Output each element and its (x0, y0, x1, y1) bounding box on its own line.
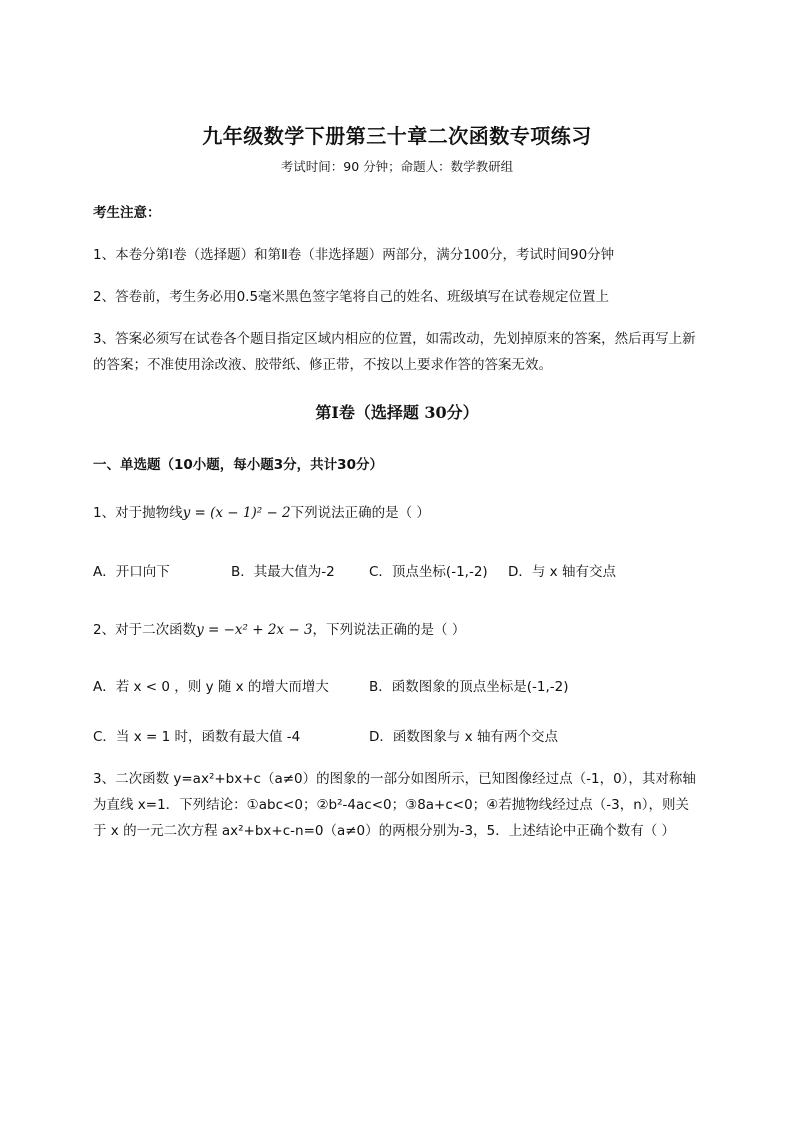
question-1-formula: y = (x − 1)² − 2 (182, 505, 291, 521)
question-1-prefix: 1、对于抛物线 (93, 505, 183, 521)
note-item-3-cont: 的答案；不准使用涂改液、胶带纸、修正带，不按以上要求作答的答案无效。 (93, 357, 552, 373)
notes-heading: 考生注意： (93, 205, 161, 221)
question-2-suffix: ，下列说法正确的是（ ） (312, 622, 466, 638)
question-3-line-1: 3、二次函数 y=ax²+bx+c（a≠0）的图象的一部分如图所示，已知图像经过点（-1，0），其对称轴 (93, 771, 696, 787)
question-1-suffix: 下列说法正确的是（ ） (290, 505, 430, 521)
question-1 (93, 501, 430, 521)
note-item-2: 2、答卷前，考生务必用0.5毫米黑色签字笔将自己的姓名、班级填写在试卷规定位置上 (93, 289, 610, 305)
question-3-line-3: 于 x 的一元二次方程 ax²+bx+c-n=0（a≠0）的两根分别为-3，5．上述结论中正确个数有（ ） (93, 823, 675, 839)
question-2 (93, 618, 465, 638)
note-item-1: 1、本卷分第Ⅰ卷（选择题）和第Ⅱ卷（非选择题）两部分，满分100分，考试时间90分钟 (93, 247, 615, 263)
q1-option-a: A．开口向下 (93, 564, 170, 580)
page-title: 九年级数学下册第三十章二次函数专项练习 (202, 124, 592, 148)
exam-info: 考试时间：90 分钟；命题人：数学教研组 (280, 159, 514, 174)
q1-option-b: B．其最大值为-2 (231, 564, 335, 580)
note-item-3: 3、答案必须写在试卷各个题目指定区域内相应的位置，如需改动，先划掉原来的答案，然后再写上新 (93, 331, 696, 347)
question-2-formula: y = −x² + 2x − 3 (196, 622, 313, 638)
part-heading: 一、单选题（10小题，每小题3分，共计30分） (93, 457, 383, 473)
q1-option-c: C．顶点坐标(-1,-2) (369, 564, 488, 580)
question-3-line-2: 为直线 x=1．下列结论：①abc<0；②b²-4ac<0；③8a+c<0；④若抛物线经过点（-3，n），则关 (93, 797, 690, 813)
q2-option-d: D．函数图象与 x 轴有两个交点 (369, 729, 558, 745)
question-2-prefix: 2、对于二次函数 (93, 622, 197, 638)
q1-option-d: D．与 x 轴有交点 (508, 564, 616, 580)
q2-option-c: C．当 x = 1 时，函数有最大值 -4 (93, 729, 301, 745)
section-title: 第Ⅰ卷（选择题 30分） (315, 403, 479, 422)
q2-option-a: A．若 x < 0 ，则 y 随 x 的增大而增大 (93, 679, 329, 695)
q2-option-b: B．函数图象的顶点坐标是(-1,-2) (369, 679, 569, 695)
